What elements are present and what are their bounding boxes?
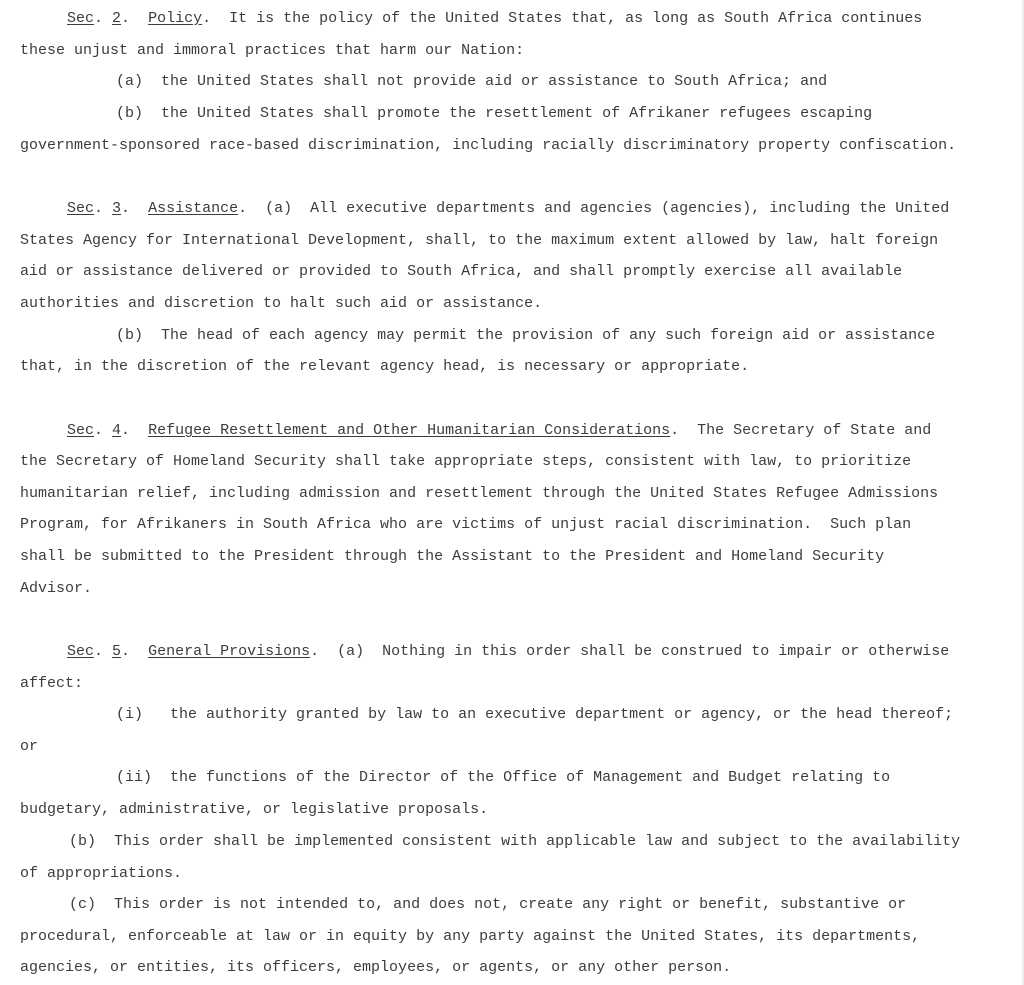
sec4-heading: Refugee Resettlement and Other Humanitarian Considerations	[148, 422, 671, 439]
sec2-item-b-line2: government-sponsored race-based discrimination, including racially discriminatory property confiscation.	[20, 137, 957, 154]
sec4-line2: the Secretary of Homeland Security shall take appropriate steps, consistent with law, to prioritize	[20, 453, 912, 470]
sec3-label: Sec	[67, 200, 95, 217]
sec3-line1-text: All executive departments and agencies (agencies), including the United	[310, 200, 950, 217]
sec4-line6: Advisor.	[20, 580, 93, 597]
sec3-line4: authorities and discretion to halt such aid or assistance.	[20, 295, 543, 312]
sec3-item-b-line2: that, in the discretion of the relevant agency head, is necessary or appropriate.	[20, 358, 750, 375]
sec5-item-b	[20, 832, 960, 852]
sec2-item-b-text: the United States shall promote the resettlement of Afrikaner refugees escaping	[161, 105, 873, 122]
sec5-item-b-text: This order shall be implemented consistent with applicable law and subject to the availability	[114, 833, 961, 850]
sec4-line1-text: The Secretary of State and	[697, 422, 932, 439]
sec4-label: Sec	[67, 422, 95, 439]
sec2-first-line: Sec. 2. Policy. It is the policy of the United States that, as long as South Africa continues	[67, 10, 923, 27]
sec2-item-a-marker: (a)	[116, 73, 144, 90]
sec3-line2: States Agency for International Development, shall, to the maximum extent allowed by law, halt foreign	[20, 232, 939, 249]
sec2-item-a	[20, 72, 827, 92]
sec2-line2: these unjust and immoral practices that harm our Nation:	[20, 42, 525, 59]
sec5-line2: affect:	[20, 675, 84, 692]
sec5-item-b-line2: of appropriations.	[20, 865, 183, 882]
sec5-item-c	[20, 895, 906, 915]
sec5-item-ii-text: the functions of the Director of the Office of Management and Budget relating to	[170, 769, 891, 786]
sec3-line3: aid or assistance delivered or provided to South Africa, and shall promptly exercise all available	[20, 263, 903, 280]
sec5-item-b-marker: (b)	[69, 833, 97, 850]
sec5-item-c-text: This order is not intended to, and does not, create any right or benefit, substantive or	[114, 896, 907, 913]
sec5-item-a-marker: (a)	[337, 643, 365, 660]
sec2-item-a-text: the United States shall not provide aid or assistance to South Africa; and	[161, 73, 828, 90]
sec5-item-c-line2: procedural, enforceable at law or in equity by any party against the United States, its departments,	[20, 928, 921, 945]
sec4-number: 4	[112, 422, 122, 439]
sec3-item-b-text: The head of each agency may permit the provision of any such foreign aid or assistance	[161, 327, 936, 344]
sec5-item-i-text: the authority granted by law to an executive department or agency, or the head thereof;	[170, 706, 954, 723]
sec5-number: 5	[112, 643, 122, 660]
sec5-item-i-marker: (i)	[116, 706, 144, 723]
sec5-item-i-line2: or	[20, 738, 39, 755]
sec5-item-ii	[20, 768, 890, 788]
sec3-heading: Assistance	[148, 200, 239, 217]
sec4-line3: humanitarian relief, including admission and resettlement through the United States Refugee Admissions	[20, 485, 939, 502]
sec5-item-ii-marker: (ii)	[116, 769, 153, 786]
sec2-number: 2	[112, 10, 122, 27]
sec5-item-ii-line2: budgetary, administrative, or legislative proposals.	[20, 801, 489, 818]
sec2-line1-text: It is the policy of the United States that, as long as South Africa continues	[229, 10, 923, 27]
sec2-label: Sec	[67, 10, 95, 27]
sec3-number: 3	[112, 200, 122, 217]
sec5-item-i	[20, 705, 953, 725]
sec2-item-b	[20, 104, 872, 124]
sec2-item-b-marker: (b)	[116, 105, 144, 122]
sec4-first-line: Sec. 4. Refugee Resettlement and Other Humanitarian Considerations. The Secretary of State and	[67, 422, 932, 439]
sec5-item-c-marker: (c)	[69, 896, 97, 913]
sec2-heading: Policy	[148, 10, 203, 27]
sec5-heading: General Provisions	[148, 643, 311, 660]
sec3-item-b	[20, 326, 935, 346]
sec3-item-b-marker: (b)	[116, 327, 144, 344]
sec5-item-c-line3: agencies, or entities, its officers, employees, or agents, or any other person.	[20, 959, 732, 976]
sec4-line5: shall be submitted to the President through the Assistant to the President and Homeland Security	[20, 548, 885, 565]
sec5-label: Sec	[67, 643, 95, 660]
sec4-line4: Program, for Afrikaners in South Africa who are victims of unjust racial discrimination. Such plan	[20, 516, 912, 533]
sec3-first-line: Sec. 3. Assistance. (a) All executive departments and agencies (agencies), including the United	[67, 200, 950, 217]
sec3-item-a-marker: (a)	[265, 200, 293, 217]
sec5-first-line: Sec. 5. General Provisions. (a) Nothing in this order shall be construed to impair or otherwise	[67, 643, 950, 660]
sec5-line1-text: Nothing in this order shall be construed to impair or otherwise	[382, 643, 950, 660]
